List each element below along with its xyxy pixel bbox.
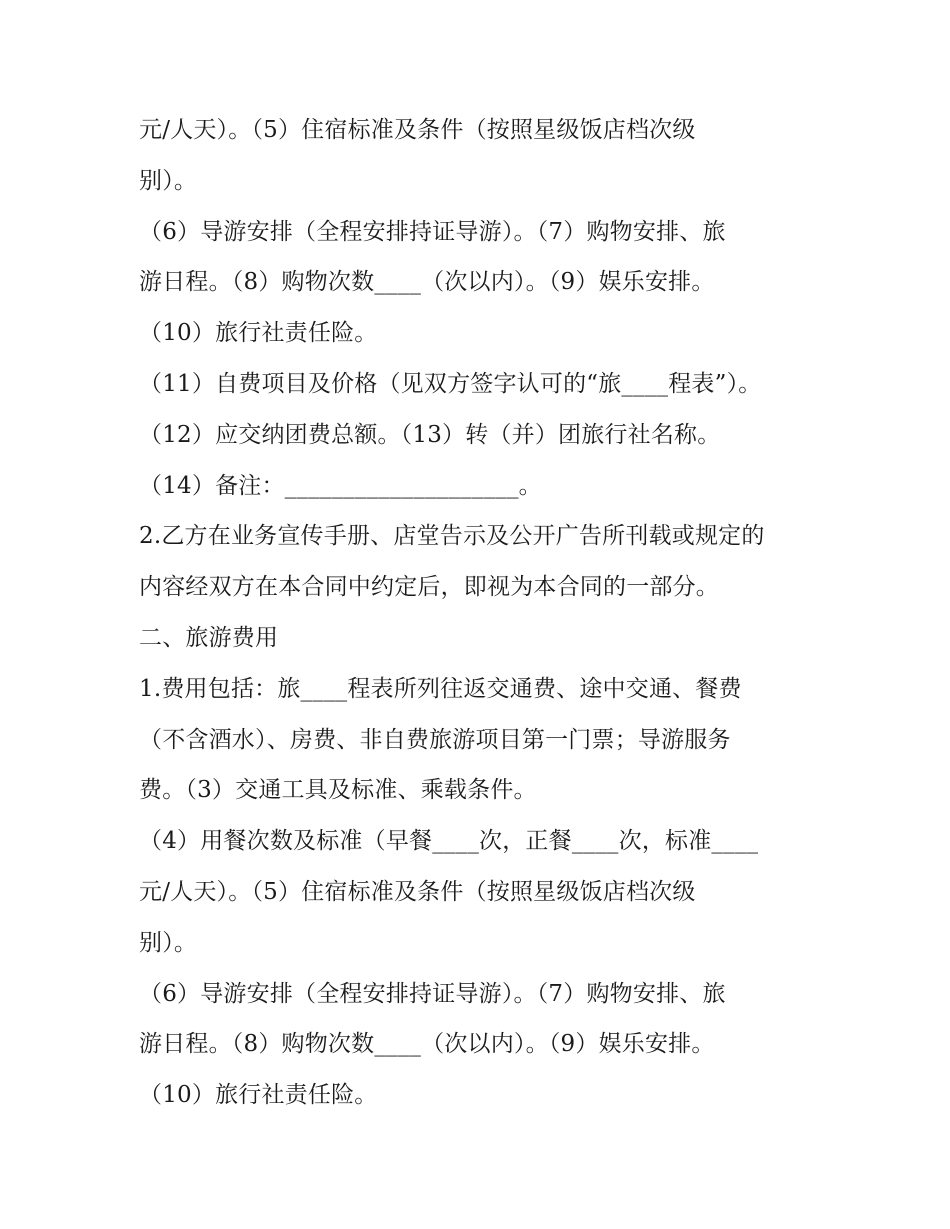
text-line: 别）。	[139, 929, 198, 956]
text-line: （10）旅行社责任险。	[139, 320, 378, 347]
text-line: （6）导游安排（全程安排持证导游）。（7）购物安排、旅	[139, 980, 726, 1007]
text-line: 费。（3）交通工具及标准、乘载条件。	[139, 777, 537, 804]
text-line: 1.费用包括：旅____程表所列往返交通费、途中交通、餐费	[139, 675, 742, 702]
text-line: （11）自费项目及价格（见双方签字认可的“旅____程表”）。	[139, 370, 762, 397]
text-line: （10）旅行社责任险。	[139, 1082, 378, 1109]
text-line: （12）应交纳团费总额。（13）转（并）团旅行社名称。	[139, 421, 721, 448]
text-line: 别）。	[139, 167, 198, 194]
text-line: 游日程。（8）购物次数____（次以内）。（9）娱乐安排。	[139, 269, 715, 296]
document-body	[139, 105, 819, 1121]
text-line: 内容经双方在本合同中约定后，即视为本合同的一部分。	[139, 574, 719, 601]
text-line: （4）用餐次数及标准（早餐____次，正餐____次，标准____	[139, 828, 759, 855]
text-line: 2.乙方在业务宣传手册、店堂告示及公开广告所刊载或规定的	[139, 523, 765, 550]
section-heading: 二、旅游费用	[139, 624, 279, 651]
text-line: 元/人天）。（5）住宿标准及条件（按照星级饭店档次级	[139, 878, 696, 905]
text-line: （6）导游安排（全程安排持证导游）。（7）购物安排、旅	[139, 218, 726, 245]
text-line: （14）备注：____________________。	[139, 472, 542, 499]
text-line: 元/人天）。（5）住宿标准及条件（按照星级饭店档次级	[139, 117, 696, 143]
text-line: 游日程。（8）购物次数____（次以内）。（9）娱乐安排。	[139, 1031, 715, 1058]
text-line: （不含酒水）、房费、非自费旅游项目第一门票；导游服务	[139, 726, 731, 753]
